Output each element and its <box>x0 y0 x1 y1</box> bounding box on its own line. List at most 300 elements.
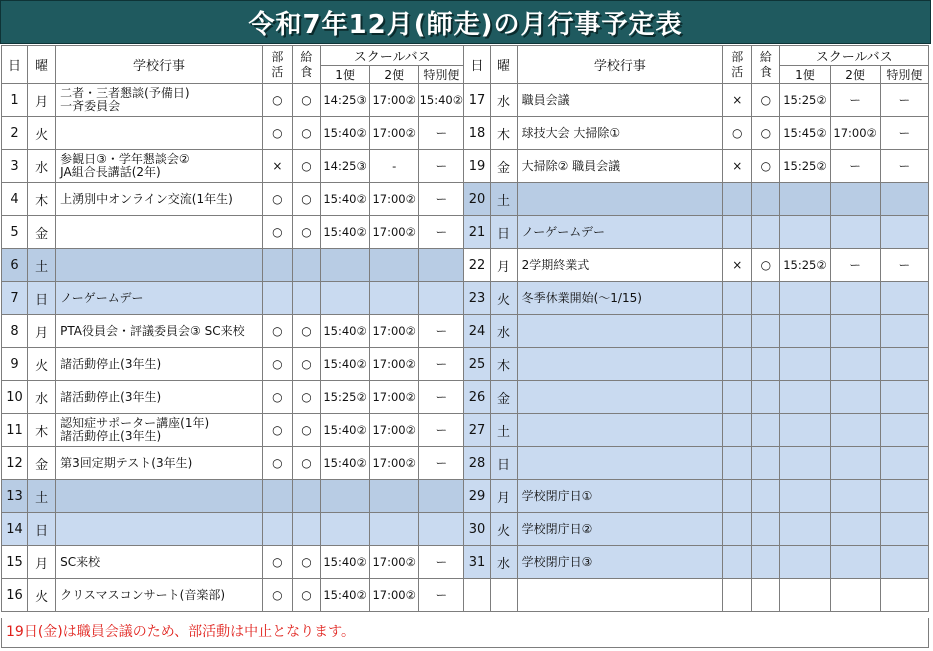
bus2-cell: 17:00② <box>370 183 419 216</box>
weekday-cell: 土 <box>490 414 517 447</box>
bus1-cell <box>320 249 369 282</box>
bus-special-cell <box>419 513 464 546</box>
lunch-cell <box>752 513 780 546</box>
table-row <box>2 348 929 381</box>
bus2-cell <box>370 513 419 546</box>
bus-special-cell <box>880 315 928 348</box>
bus1-cell: 14:25③ <box>320 150 369 183</box>
bus-special-cell <box>880 381 928 414</box>
event-cell <box>517 282 723 315</box>
lunch-cell <box>292 282 320 315</box>
club-cell <box>723 480 752 513</box>
bus2-cell <box>830 546 880 579</box>
event-text: 冬季休業開始(～1/15) <box>521 290 642 305</box>
table-row <box>2 84 929 117</box>
lunch-cell: ○ <box>292 381 320 414</box>
club-cell: ○ <box>262 84 292 117</box>
bus2-cell <box>830 513 880 546</box>
table-row <box>2 216 929 249</box>
event-cell <box>56 249 263 282</box>
event-cell <box>517 447 723 480</box>
bus1-cell: 15:40② <box>320 183 369 216</box>
day-cell: 20 <box>464 183 490 216</box>
header-club-label-right: 部 活 <box>731 49 744 79</box>
lunch-cell: ○ <box>292 150 320 183</box>
day-cell: 26 <box>464 381 490 414</box>
table-row <box>2 315 929 348</box>
event-cell <box>517 579 723 612</box>
club-cell: × <box>723 150 752 183</box>
event-text: 大掃除② 職員会議 <box>521 158 621 173</box>
day-cell: 13 <box>2 480 28 513</box>
lunch-cell: ○ <box>292 414 320 447</box>
event-text: 二者・三者懇談(予備日) <box>60 86 190 100</box>
table-row <box>2 381 929 414</box>
weekday-cell: 土 <box>490 183 517 216</box>
event-cell <box>56 348 263 381</box>
bus2-cell: ー <box>830 150 880 183</box>
bus1-cell: 15:25② <box>320 381 369 414</box>
club-cell <box>723 513 752 546</box>
weekday-cell: 月 <box>28 315 56 348</box>
header-bus2-right: 2便 <box>830 66 880 84</box>
day-cell: 29 <box>464 480 490 513</box>
event-cell <box>56 282 263 315</box>
day-cell: 6 <box>2 249 28 282</box>
day-cell: 12 <box>2 447 28 480</box>
event-cell <box>517 117 723 150</box>
event-text: 参観日③・学年懇談会② <box>60 152 190 166</box>
day-cell: 3 <box>2 150 28 183</box>
event-text: 認知症サポーター講座(1年) <box>60 416 210 430</box>
bus1-cell <box>780 513 830 546</box>
event-cell <box>517 315 723 348</box>
lunch-cell <box>752 579 780 612</box>
event-text: ノーゲームデー <box>60 290 144 305</box>
header-bus1-right: 1便 <box>780 66 830 84</box>
bus-special-cell <box>880 447 928 480</box>
lunch-cell: ○ <box>292 348 320 381</box>
title-bar <box>0 0 931 44</box>
schedule-body <box>2 84 929 612</box>
event-cell <box>56 480 263 513</box>
header-events-right: 学校行事 <box>517 46 723 84</box>
club-cell <box>262 513 292 546</box>
header-bus-special: 特別便 <box>419 66 464 84</box>
header-club-label: 部 活 <box>271 49 284 79</box>
bus2-cell: ー <box>830 84 880 117</box>
day-cell <box>464 579 490 612</box>
bus2-cell: 17:00② <box>370 546 419 579</box>
bus-special-cell: ー <box>419 183 464 216</box>
bus-special-cell <box>880 513 928 546</box>
event-cell <box>517 546 723 579</box>
table-row <box>2 579 929 612</box>
lunch-cell: ○ <box>752 150 780 183</box>
bus2-cell <box>830 348 880 381</box>
day-cell: 7 <box>2 282 28 315</box>
club-cell: ○ <box>262 348 292 381</box>
header-bus-right: スクールバス <box>780 46 929 66</box>
club-cell <box>723 183 752 216</box>
table-row <box>2 150 929 183</box>
bus-special-cell: ー <box>419 315 464 348</box>
bus1-cell <box>780 282 830 315</box>
event-cell <box>517 348 723 381</box>
day-cell: 4 <box>2 183 28 216</box>
bus-special-cell: ー <box>419 381 464 414</box>
table-row <box>2 480 929 513</box>
club-cell: ○ <box>723 117 752 150</box>
event-cell <box>517 150 723 183</box>
day-cell: 31 <box>464 546 490 579</box>
bus1-cell <box>780 480 830 513</box>
club-cell <box>723 447 752 480</box>
table-row <box>2 546 929 579</box>
weekday-cell: 日 <box>490 447 517 480</box>
weekday-cell: 月 <box>490 480 517 513</box>
bus2-cell <box>830 447 880 480</box>
weekday-cell: 日 <box>28 513 56 546</box>
bus2-cell <box>830 414 880 447</box>
club-cell <box>262 480 292 513</box>
weekday-cell: 月 <box>28 546 56 579</box>
bus2-cell <box>830 315 880 348</box>
bus1-cell <box>780 546 830 579</box>
event-cell <box>517 480 723 513</box>
table-row <box>2 513 929 546</box>
club-cell: ○ <box>262 117 292 150</box>
weekday-cell: 木 <box>28 414 56 447</box>
club-cell <box>723 282 752 315</box>
bus2-cell: 17:00② <box>370 414 419 447</box>
event-text: 諸活動停止(3年生) <box>60 429 162 443</box>
lunch-cell <box>752 447 780 480</box>
header-lunch-right <box>752 46 780 84</box>
lunch-cell: ○ <box>292 84 320 117</box>
club-cell: ○ <box>262 315 292 348</box>
club-cell: × <box>723 249 752 282</box>
event-text: 2学期終業式 <box>521 257 590 272</box>
bus2-cell: 17:00② <box>370 216 419 249</box>
event-text: 第3回定期テスト(3年生) <box>60 455 193 470</box>
lunch-cell: ○ <box>752 249 780 282</box>
event-text: 一斉委員会 <box>60 99 121 113</box>
weekday-cell: 火 <box>28 348 56 381</box>
bus-special-cell: ー <box>419 414 464 447</box>
bus2-cell: 17:00② <box>370 315 419 348</box>
lunch-cell <box>752 282 780 315</box>
lunch-cell <box>752 348 780 381</box>
bus2-cell <box>370 282 419 315</box>
event-cell <box>56 150 263 183</box>
bus2-cell: 17:00② <box>830 117 880 150</box>
bus1-cell <box>780 447 830 480</box>
bus1-cell <box>780 579 830 612</box>
bus-special-cell <box>880 183 928 216</box>
day-cell: 2 <box>2 117 28 150</box>
header-row <box>2 46 929 66</box>
day-cell: 9 <box>2 348 28 381</box>
bus1-cell: 15:25② <box>780 150 830 183</box>
lunch-cell: ○ <box>292 117 320 150</box>
bus-special-cell <box>880 348 928 381</box>
weekday-cell: 火 <box>490 282 517 315</box>
day-cell: 23 <box>464 282 490 315</box>
weekday-cell: 月 <box>490 249 517 282</box>
club-cell <box>723 579 752 612</box>
event-cell <box>56 414 263 447</box>
day-cell: 1 <box>2 84 28 117</box>
day-cell: 21 <box>464 216 490 249</box>
event-cell <box>56 117 263 150</box>
bus1-cell <box>320 282 369 315</box>
event-text: 学校閉庁日② <box>521 521 593 536</box>
weekday-cell: 金 <box>490 381 517 414</box>
event-cell <box>56 183 263 216</box>
lunch-cell <box>752 183 780 216</box>
lunch-cell: ○ <box>292 216 320 249</box>
bus1-cell: 15:40② <box>320 447 369 480</box>
table-row <box>2 249 929 282</box>
schedule-table <box>1 45 929 612</box>
bus2-cell: 17:00② <box>370 579 419 612</box>
header-weekday-right: 曜 <box>490 46 517 84</box>
header-day-right: 日 <box>464 46 490 84</box>
bus1-cell: 15:45② <box>780 117 830 150</box>
table-row <box>2 414 929 447</box>
event-text: 職員会議 <box>521 92 570 107</box>
lunch-cell: ○ <box>292 579 320 612</box>
bus2-cell <box>830 282 880 315</box>
weekday-cell: 木 <box>490 348 517 381</box>
day-cell: 14 <box>2 513 28 546</box>
bus1-cell <box>780 315 830 348</box>
weekday-cell: 日 <box>28 282 56 315</box>
bus2-cell: 17:00② <box>370 117 419 150</box>
bus-special-cell <box>880 216 928 249</box>
bus1-cell: 15:40② <box>320 117 369 150</box>
club-cell <box>262 249 292 282</box>
event-text: PTA役員会・評議委員会③ SC来校 <box>60 323 245 338</box>
club-cell <box>723 216 752 249</box>
bus1-cell: 15:40② <box>320 216 369 249</box>
bus2-cell <box>830 480 880 513</box>
bus2-cell <box>370 480 419 513</box>
bus2-cell <box>830 381 880 414</box>
bus1-cell <box>320 513 369 546</box>
bus-special-cell: 15:40② <box>419 84 464 117</box>
weekday-cell: 火 <box>28 579 56 612</box>
lunch-cell: ○ <box>752 84 780 117</box>
club-cell <box>723 381 752 414</box>
event-text: 諸活動停止(3年生) <box>60 356 162 371</box>
lunch-cell <box>292 480 320 513</box>
event-cell <box>56 84 263 117</box>
bus2-cell: 17:00② <box>370 84 419 117</box>
event-cell <box>517 513 723 546</box>
table-row <box>2 282 929 315</box>
bus-special-cell: ー <box>419 150 464 183</box>
weekday-cell: 土 <box>28 249 56 282</box>
event-text: 球技大会 大掃除① <box>521 125 621 140</box>
header-lunch-label: 給 食 <box>300 49 313 79</box>
bus2-cell <box>830 183 880 216</box>
event-text: 学校閉庁日① <box>521 488 593 503</box>
event-text: SC来校 <box>60 554 101 569</box>
weekday-cell: 土 <box>28 480 56 513</box>
day-cell: 10 <box>2 381 28 414</box>
club-cell: ○ <box>262 579 292 612</box>
table-row <box>2 183 929 216</box>
header-bus: スクールバス <box>320 46 463 66</box>
event-cell <box>56 315 263 348</box>
bus-special-cell: ー <box>419 348 464 381</box>
weekday-cell: 木 <box>490 117 517 150</box>
lunch-cell: ○ <box>752 117 780 150</box>
event-cell <box>56 447 263 480</box>
bus-special-cell: ー <box>880 249 928 282</box>
club-cell: ○ <box>262 546 292 579</box>
bus1-cell <box>780 216 830 249</box>
bus-special-cell <box>880 546 928 579</box>
lunch-cell <box>752 315 780 348</box>
bus-special-cell <box>880 282 928 315</box>
lunch-cell <box>292 513 320 546</box>
day-cell: 19 <box>464 150 490 183</box>
bus2-cell: 17:00② <box>370 381 419 414</box>
bus1-cell: 15:25② <box>780 84 830 117</box>
header-bus1: 1便 <box>320 66 369 84</box>
weekday-cell: 水 <box>490 84 517 117</box>
event-text: ノーゲームデー <box>521 224 605 239</box>
footer-note: 19日(金)は職員会議のため、部活動は中止となります。 <box>1 618 929 648</box>
weekday-cell: 火 <box>490 513 517 546</box>
bus-special-cell: ー <box>880 117 928 150</box>
club-cell: ○ <box>262 414 292 447</box>
event-text: クリスマスコンサート(音楽部) <box>60 587 226 602</box>
club-cell: ○ <box>262 447 292 480</box>
event-cell <box>56 546 263 579</box>
lunch-cell: ○ <box>292 546 320 579</box>
lunch-cell <box>752 480 780 513</box>
header-club <box>262 46 292 84</box>
event-cell <box>56 579 263 612</box>
club-cell: ○ <box>262 381 292 414</box>
bus2-cell <box>370 249 419 282</box>
weekday-cell: 水 <box>28 150 56 183</box>
bus-special-cell: ー <box>419 216 464 249</box>
club-cell: × <box>262 150 292 183</box>
event-cell <box>56 381 263 414</box>
day-cell: 16 <box>2 579 28 612</box>
bus1-cell: 15:40② <box>320 315 369 348</box>
bus-special-cell: ー <box>419 546 464 579</box>
header-weekday: 曜 <box>28 46 56 84</box>
bus1-cell: 15:40② <box>320 579 369 612</box>
bus1-cell: 15:40② <box>320 546 369 579</box>
weekday-cell: 木 <box>28 183 56 216</box>
event-text: 学校閉庁日③ <box>521 554 593 569</box>
table-row <box>2 447 929 480</box>
weekday-cell: 金 <box>490 150 517 183</box>
club-cell <box>723 546 752 579</box>
header-club-right <box>723 46 752 84</box>
club-cell: ○ <box>262 216 292 249</box>
bus-special-cell <box>419 480 464 513</box>
bus-special-cell: ー <box>419 447 464 480</box>
event-cell <box>517 249 723 282</box>
header-bus2: 2便 <box>370 66 419 84</box>
club-cell <box>723 414 752 447</box>
event-cell <box>56 216 263 249</box>
page-title: 令和7年12月(師走)の月行事予定表 <box>248 9 683 40</box>
day-cell: 25 <box>464 348 490 381</box>
weekday-cell: 金 <box>28 216 56 249</box>
bus-special-cell <box>880 579 928 612</box>
header-day: 日 <box>2 46 28 84</box>
bus1-cell: 15:40② <box>320 414 369 447</box>
bus2-cell: - <box>370 150 419 183</box>
club-cell: ○ <box>262 183 292 216</box>
weekday-cell: 水 <box>490 315 517 348</box>
header-lunch <box>292 46 320 84</box>
event-cell <box>517 216 723 249</box>
day-cell: 8 <box>2 315 28 348</box>
event-text: 諸活動停止(3年生) <box>60 389 162 404</box>
bus-special-cell <box>419 249 464 282</box>
day-cell: 17 <box>464 84 490 117</box>
lunch-cell: ○ <box>292 183 320 216</box>
day-cell: 15 <box>2 546 28 579</box>
weekday-cell <box>490 579 517 612</box>
bus1-cell: 15:40② <box>320 348 369 381</box>
event-cell <box>517 381 723 414</box>
bus2-cell <box>830 579 880 612</box>
header-lunch-label-right: 給 食 <box>759 49 772 79</box>
bus-special-cell <box>419 282 464 315</box>
day-cell: 24 <box>464 315 490 348</box>
bus-special-cell <box>880 480 928 513</box>
day-cell: 5 <box>2 216 28 249</box>
weekday-cell: 月 <box>28 84 56 117</box>
bus-special-cell: ー <box>880 150 928 183</box>
club-cell <box>262 282 292 315</box>
day-cell: 28 <box>464 447 490 480</box>
lunch-cell: ○ <box>292 315 320 348</box>
lunch-cell <box>752 414 780 447</box>
bus1-cell <box>320 480 369 513</box>
header-bus-special-right: 特別便 <box>880 66 928 84</box>
weekday-cell: 火 <box>28 117 56 150</box>
day-cell: 30 <box>464 513 490 546</box>
club-cell <box>723 315 752 348</box>
table-row <box>2 117 929 150</box>
bus2-cell: 17:00② <box>370 348 419 381</box>
bus1-cell: 15:25② <box>780 249 830 282</box>
weekday-cell: 金 <box>28 447 56 480</box>
club-cell <box>723 348 752 381</box>
bus1-cell <box>780 414 830 447</box>
event-cell <box>517 84 723 117</box>
lunch-cell <box>752 546 780 579</box>
lunch-cell <box>752 381 780 414</box>
event-text: JA組合長講話(2年) <box>60 165 161 179</box>
event-text: 上湧別中オンライン交流(1年生) <box>60 191 233 206</box>
bus-special-cell <box>880 414 928 447</box>
bus-special-cell: ー <box>880 84 928 117</box>
lunch-cell <box>752 216 780 249</box>
